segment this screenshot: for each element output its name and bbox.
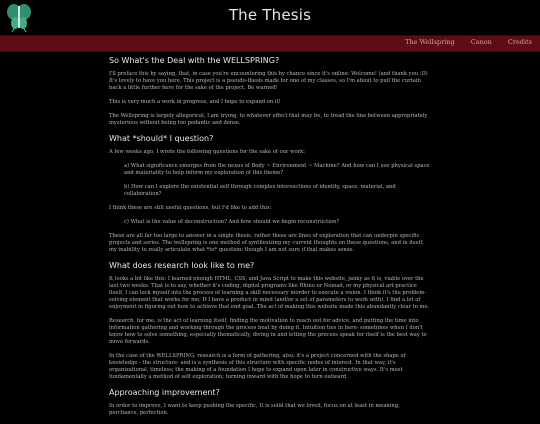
paragraph: Research, for me, is the act of learning itself, finding the motivation to reach out for advice, and putting the time into information gathering and working through the process beat by doing it. Intuition ties in here- sometimes when I don't know how to solve something, especially thematically, diving in and letting the process speak for itself is the best way to move forwards. (109, 318, 427, 345)
nav-item-wellspring[interactable]: The Wellspring (405, 38, 455, 46)
paragraph: A few weeks ago, I wrote the following questions for the sake of our work: (109, 149, 305, 155)
nav-bar (0, 35, 540, 52)
paragraph: It looks a bit like this: I learned enough HTML, CSS, and Java Script to make this website, janky as it is, viable over the last two weeks. That is to say, whether it's coding, digital programs like Rhino or Nomad, or my physical art practice itself, I can lock myself into the process of learning a skill necessary inorder to execute a vision. I think it's the problem-solving element that works for me; If I have a product in mind (and/or a set of parameters to work with), I find a lot of enjoyment in figuring out how to achieve that end goal. The act of making this website made this abundantly clear to me. (109, 276, 430, 310)
nav-menu (405, 38, 532, 46)
paragraph: These are all far too large to answer in a single thesis, rather these are lines of exploration that can underpin specific projects and series. The wellspring is one method of synthesizing my current thoughts on these questions, and in itself, my inability to really articulate what *to* question; though I am not sure if that makes sense. (109, 233, 424, 253)
paragraph: In order to improve, I want to keep pushing the specific, It is solid that we loved, focus on at least in meaning, perchance, perfection. (109, 403, 400, 416)
paragraph: I'll preface this by saying, that, in case you're encountering this by chance since it's online: Welcome! (and thank you :D) It's lovely to have you here. This project is a pseudo-thesis made for one of my classes, so I'm about to pull the curtain back a little further here for the sake of the project. Be warned! (109, 71, 428, 91)
paragraph: In the case of the WELLSPRING, research is a form of gathering, also; it's a project concerned with the shape of knowledge - the structure- and is a synthesis of this structure with specific nodes of interest. In that way, it's organizational, timeless; the making of a foundation I hope to expand upon later in constructive ways. It's most fundamentally a method of self exploration; turning inward with the hope to turn outward. (109, 353, 406, 380)
section-heading-question: What *should* I question? (109, 134, 214, 143)
paragraph: I think these are still useful questions, but I'd like to add this: (109, 205, 272, 211)
section-heading-improvement: Approaching improvement? (109, 388, 220, 397)
paragraph: The Wellspring is largely allegorical, I am trying, to whatever effect that may be, to tread the line between appropriately mysterious without being too pedantic and dense. (109, 113, 428, 126)
site-title: The Thesis (228, 6, 312, 24)
question-b: b) How can I explore the existential self through complex intersections of identity, space, material, and collaboration? (124, 184, 396, 197)
paragraph: This is very much a work in progress, and I hope to expand on it! (109, 99, 281, 105)
nav-item-canon[interactable]: Canon (470, 38, 492, 46)
question-c: c) What is the value of deconstruction? And how should we begin reconstruction? (124, 219, 340, 225)
question-a: a) What significance emerges from the nexus of Body ~ Environment ~ Machine? And how can I use physical space and materiality to help inform my exploration of this theme? (124, 163, 430, 176)
section-heading-deal: So What's the Deal with the WELLSPRING? (109, 56, 280, 65)
section-heading-research: What does research look like to me? (109, 261, 255, 270)
nav-item-credits[interactable]: Credits (507, 38, 532, 46)
site-header (0, 0, 540, 35)
main-content (109, 52, 430, 424)
